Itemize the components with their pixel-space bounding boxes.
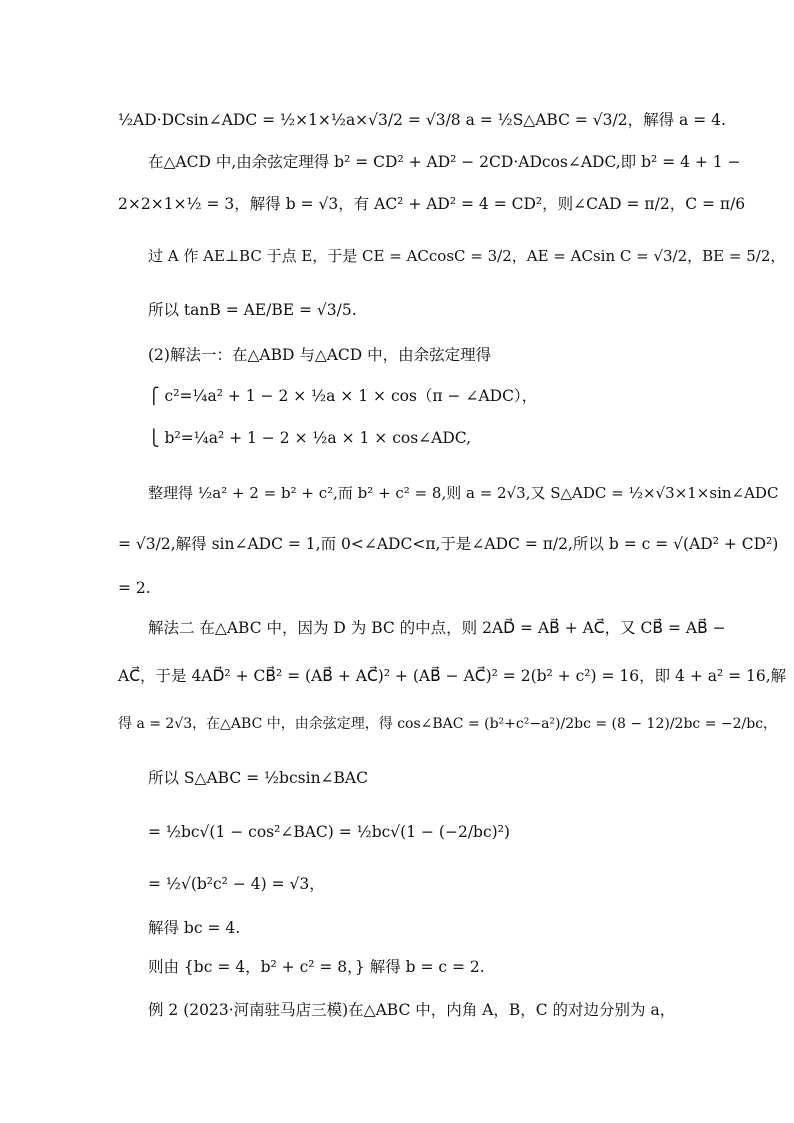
text-line: 过 A 作 AE⊥BC 于点 E，于是 CE = ACcosC = 3/2，AE = ACsin C = √3/2，BE = 5/2，	[148, 247, 786, 265]
text-line: 则由 {bc = 4，b² + c² = 8，} 解得 b = c = 2.	[148, 958, 485, 976]
text-line: = ½bc√(1 − cos²∠BAC) = ½bc√(1 − (−2/bc)²)	[148, 823, 510, 841]
text-line: 例 2 (2023·河南驻马店三模)在△ABC 中，内角 A，B，C 的对边分别为 a，	[148, 1001, 676, 1019]
text-line: 得 a = 2√3，在△ABC 中，由余弦定理，得 cos∠BAC = (b²+c²−a²)/2bc = (8 − 12)/2bc = −2/bc，	[118, 716, 778, 732]
text-line: 所以 S△ABC = ½bcsin∠BAC	[148, 769, 368, 787]
text-line: (2)解法一：在△ABD 与△ACD 中，由余弦定理得	[148, 346, 492, 364]
text-line: 2×2×1×½ = 3，解得 b = √3，有 AC² + AD² = 4 = CD²，则∠CAD = π/2，C = π/6	[118, 195, 746, 213]
text-line: 整理得 ½a² + 2 = b² + c²,而 b² + c² = 8,则 a = 2√3,又 S△ADC = ½×√3×1×sin∠ADC	[148, 484, 779, 502]
text-line: = 2.	[118, 579, 151, 597]
text-line: ⎧ c²=¼a² + 1 − 2 × ½a × 1 × cos（π − ∠ADC），	[148, 387, 538, 405]
text-line: 解得 bc = 4.	[148, 919, 241, 937]
text-line: 解法二 在△ABC 中，因为 D 为 BC 的中点，则 2AD⃗ = AB⃗ + AC⃗，又 CB⃗ = AB⃗ −	[148, 619, 726, 637]
text-line: AC⃗，于是 4AD⃗² + CB⃗² = (AB⃗ + AC⃗)² + (AB⃗ − AC⃗)² = 2(b² + c²) = 16，即 4 + a² = 16,解	[118, 667, 787, 685]
text-line: = √3/2,解得 sin∠ADC = 1,而 0<∠ADC<π,于是∠ADC = π/2,所以 b = c = √(AD² + CD²)	[118, 535, 779, 553]
text-line: ½AD·DCsin∠ADC = ½×1×½a×√3/2 = √3/8 a = ½S△ABC = √3/2，解得 a = 4.	[118, 111, 726, 129]
text-line: 在△ACD 中,由余弦定理得 b² = CD² + AD² − 2CD·ADcos∠ADC,即 b² = 4 + 1 −	[148, 153, 741, 171]
text-line: 所以 tanB = AE/BE = √3/5.	[148, 301, 357, 319]
text-line: = ½√(b²c² − 4) = √3，	[148, 875, 325, 893]
text-line: ⎩ b²=¼a² + 1 − 2 × ½a × 1 × cos∠ADC,	[148, 429, 472, 447]
